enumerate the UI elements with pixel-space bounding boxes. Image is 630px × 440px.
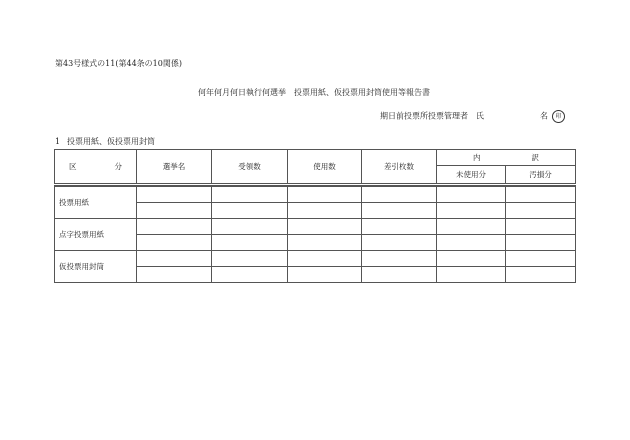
table-cell	[288, 203, 362, 219]
header-remaining: 差引枚数	[362, 150, 437, 185]
table-cell	[288, 187, 362, 203]
signature-line	[380, 110, 565, 123]
table-cell	[137, 267, 212, 283]
table-cell	[212, 219, 288, 235]
table-cell	[212, 267, 288, 283]
header-election-name: 選挙名	[137, 150, 212, 185]
table-cell	[437, 235, 506, 251]
table-row	[55, 187, 576, 203]
table-cell	[362, 219, 437, 235]
header-breakdown: 内 訳	[437, 150, 576, 166]
section-heading	[55, 136, 155, 147]
header-used: 使用数	[288, 150, 362, 185]
table-cell	[137, 235, 212, 251]
table-cell	[288, 251, 362, 267]
header-unused: 未使用分	[437, 166, 506, 185]
header-kubun: 区 分	[55, 150, 137, 185]
table-cell	[437, 203, 506, 219]
table-cell	[137, 187, 212, 203]
table-cell	[288, 267, 362, 283]
table-cell	[137, 251, 212, 267]
table-row	[55, 251, 576, 267]
table-cell	[137, 219, 212, 235]
table-cell	[362, 251, 437, 267]
table-cell	[506, 219, 576, 235]
table-cell	[437, 219, 506, 235]
category-ballot-paper: 投票用紙	[55, 187, 137, 219]
form-number: 第43号様式の11(第44条の10関係)	[55, 59, 182, 68]
table-cell	[212, 251, 288, 267]
table-row	[55, 219, 576, 235]
report-table	[54, 149, 576, 283]
table-cell	[137, 203, 212, 219]
manager-label: 期日前投票所投票管理者 氏	[380, 111, 484, 121]
table-cell	[212, 235, 288, 251]
table-cell	[437, 187, 506, 203]
name-suffix: 名	[540, 111, 548, 121]
section-number: 1	[55, 137, 61, 146]
table-cell	[506, 267, 576, 283]
table-cell	[437, 251, 506, 267]
header-damaged: 汚損分	[506, 166, 576, 185]
category-braille-ballot: 点字投票用紙	[55, 219, 137, 251]
category-provisional-envelope: 仮投票用封筒	[55, 251, 137, 283]
table-cell	[362, 235, 437, 251]
header-received: 受領数	[212, 150, 288, 185]
table-cell	[506, 235, 576, 251]
table-cell	[212, 203, 288, 219]
table-cell	[506, 203, 576, 219]
table-cell	[288, 219, 362, 235]
table-cell	[437, 267, 506, 283]
table-cell	[506, 251, 576, 267]
table-cell	[362, 187, 437, 203]
section-title: 投票用紙、仮投票用封筒	[67, 137, 155, 146]
table-cell	[212, 187, 288, 203]
seal-icon: 印	[552, 110, 565, 123]
table-cell	[288, 235, 362, 251]
table-cell	[362, 203, 437, 219]
table-cell	[506, 187, 576, 203]
header-row-1	[55, 150, 576, 166]
table-cell	[362, 267, 437, 283]
document-title: 何年何月何日執行何選挙 投票用紙、仮投票用封筒使用等報告書	[198, 88, 430, 97]
